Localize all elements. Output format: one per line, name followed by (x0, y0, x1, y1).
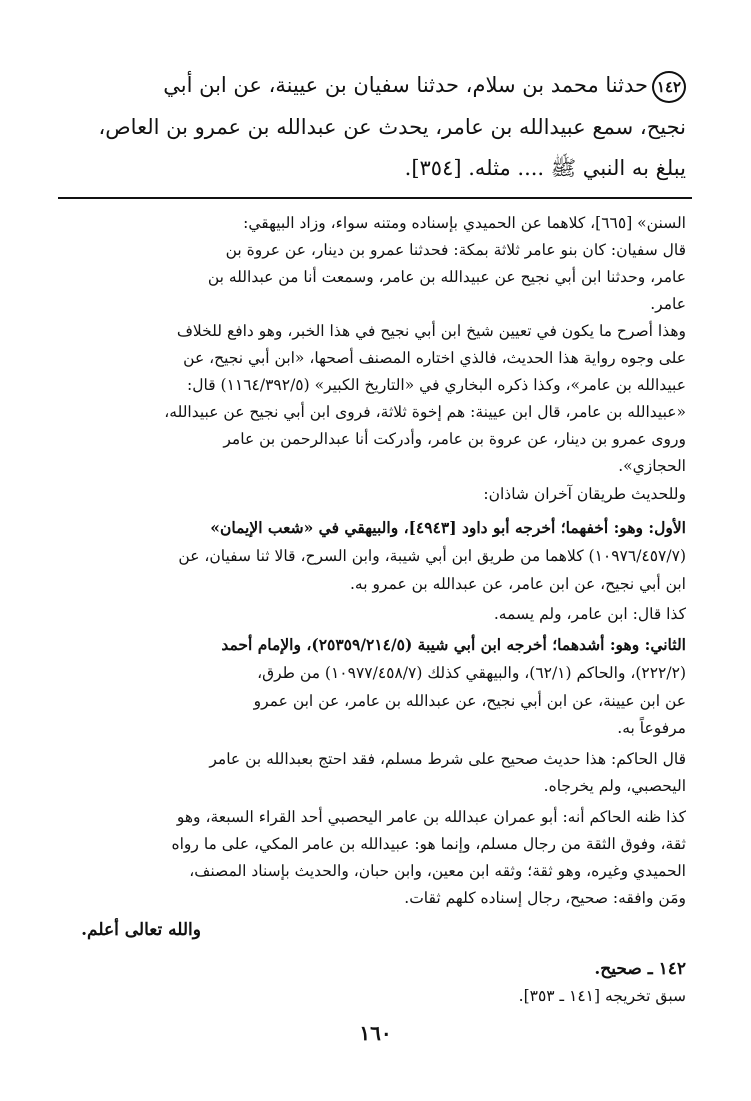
note-line: الحميدي وغيره، وهو ثقة؛ وثقه ابن معين، وابن حبان، والحديث بإسناد المصنف، (189, 862, 686, 880)
note-line: قال الحاكم: هذا حديث صحيح على شرط مسلم، فقد احتج بعبدالله بن عامر (209, 750, 686, 768)
footnote-divider (58, 197, 692, 199)
note-line: عامر. (650, 295, 686, 313)
hadith-line-1-text: حدثنا محمد بن سلام، حدثنا سفيان بن عيينة، عن ابن أبي (163, 73, 648, 97)
note-line: ومَن وافقه: صحيح، رجال إسناده كلهم ثقات. (404, 889, 686, 907)
note-line: ابن أبي نجيح، عن ابن عامر، عن عبدالله بن عمرو به. (349, 575, 686, 593)
note-line: مرفوعاً به. (617, 719, 686, 737)
note-line: عامر، وحدثنا ابن أبي نجيح عن عبيدالله بن عامر، وسمعت أنا من عبدالله بن (207, 268, 686, 286)
note-line: (١٠٩٧٦/٤٥٧/٧) كلاهما من طريق ابن أبي شيبة، وابن السرح، قالا ثنا سفيان، عن (178, 547, 686, 565)
hadith-grade: ١٤٢ ـ صحيح. (594, 959, 686, 979)
note-line: (٢٢٢/٢)، والحاكم (٦٢/١)، والبيهقي كذلك (١٠٩٧٧/٤٥٨/٧) من طرق، (257, 664, 686, 682)
note-line: ثقة، وفوق الثقة من رجال مسلم، وإنما هو: عبيدالله بن عامر المكي، على ما رواه (171, 835, 686, 853)
note-line: قال سفيان: كان بنو عامر ثلاثة بمكة: فحدثنا عمرو بن دينار، عن عروة بن (225, 241, 686, 259)
note-line: الحجازي». (618, 457, 686, 475)
note-line: كذا قال: ابن عامر، ولم يسمه. (493, 605, 686, 623)
hadith-line-2: نجيح، سمع عبيدالله بن عامر، يحدث عن عبدالله بن عمرو بن العاص، (98, 115, 686, 139)
note-line: عبيدالله بن عامر»، وكذا ذكره البخاري في «التاريخ الكبير» (١١٦٤/٣٩٢/٥) قال: (186, 376, 686, 394)
hadith-line-3: يبلغ به النبي ﷺ .... مثله. [٣٥٤]. (404, 156, 686, 180)
note-line: «عبيدالله بن عامر، قال ابن عيينة: هم إخوة ثلاثة، فروى ابن أبي نجيح عن عبيدالله، (164, 403, 686, 421)
note-line: وللحديث طريقان آخران شاذان: (483, 485, 686, 503)
note-line: على وجوه رواية هذا الحديث، فالذي اختاره المصنف أصحها، «ابن أبي نجيح، عن (183, 349, 686, 367)
note-line-second-path: الثاني: وهو: أشدهما؛ أخرجه ابن أبي شيبة (٢٥٣٥٩/٢١٤/٥)، والإمام أحمد (221, 635, 686, 654)
note-line: السنن» [٦٦٥]، كلاهما عن الحميدي بإسناده ومتنه سواء، وزاد البيهقي: (243, 214, 686, 232)
note-line: وروى عمرو بن دينار، عن عروة بن عامر، وأدركت أنا عبدالرحمن بن عامر (223, 430, 686, 448)
note-line: وهذا أصرح ما يكون في تعيين شيخ ابن أبي نجيح في هذا الخبر، وهو دافع للخلاف (176, 322, 686, 340)
previous-takhrij: سبق تخريجه [١٤١ ـ ٣٥٣]. (518, 987, 686, 1005)
closing-phrase: والله تعالى أعلم. (81, 920, 201, 940)
note-line: كذا ظنه الحاكم أنه: أبو عمران عبدالله بن عامر اليحصبي أحد القراء السبعة، وهو (176, 808, 686, 826)
note-line: عن ابن عيينة، عن ابن أبي نجيح، عن عبدالله بن عامر، عن ابن عمرو (253, 692, 686, 710)
note-line-first-path: الأول: وهو: أخفهما؛ أخرجه أبو داود [٤٩٤٣]، والبيهقي في «شعب الإيمان» (210, 518, 686, 537)
hadith-number-badge: ١٤٢ (652, 71, 686, 103)
page-number: ١٦٠ (359, 1021, 392, 1045)
note-line: اليحصبي، ولم يخرجاه. (543, 777, 686, 795)
hadith-line-1 (60, 70, 686, 103)
